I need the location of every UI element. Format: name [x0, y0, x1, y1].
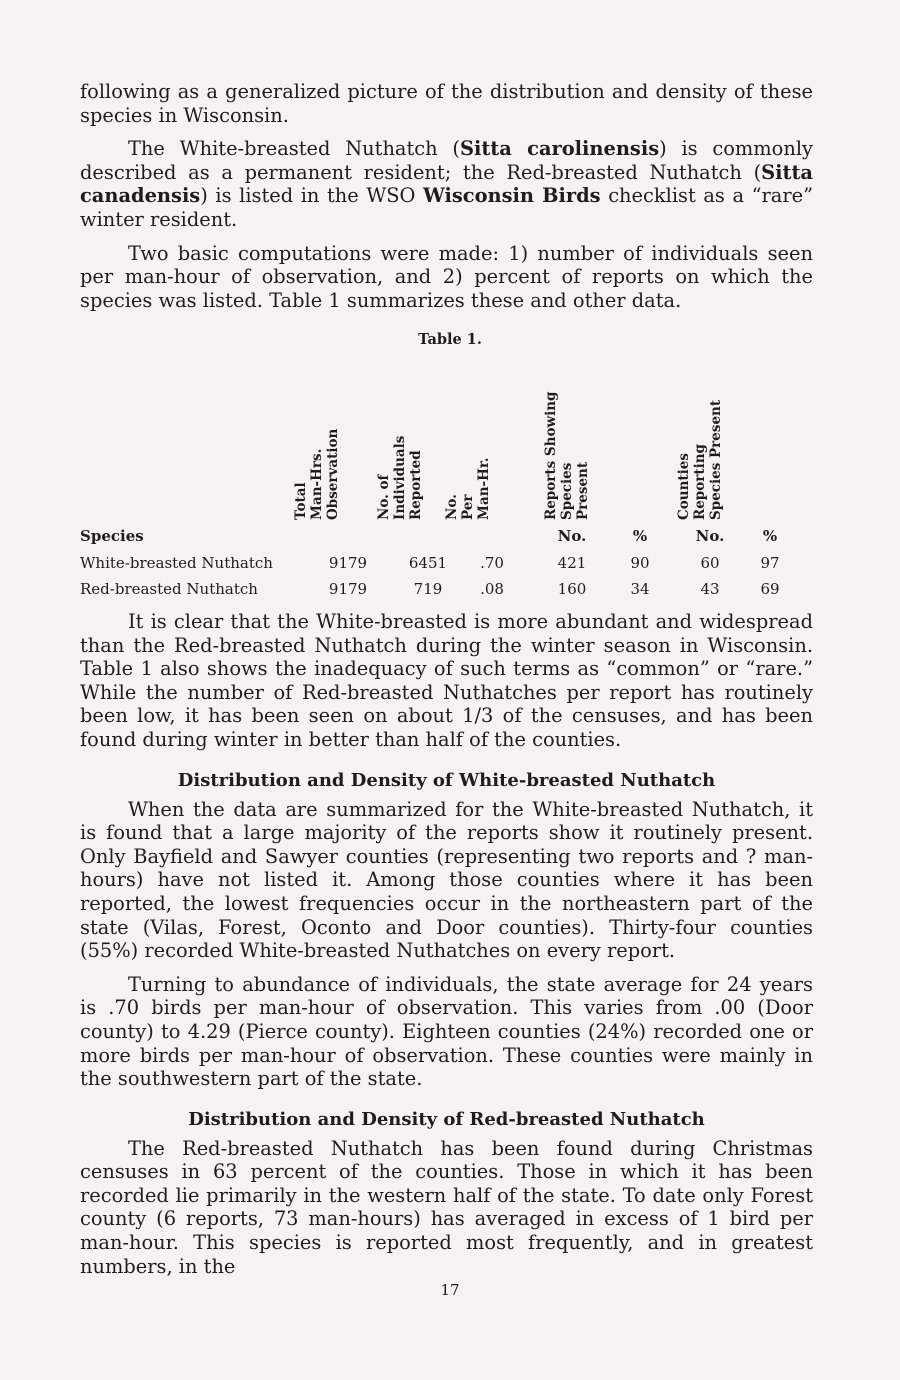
paragraph-comparison: It is clear that the White-breasted is more abundant and widespread than the Red-breasted Nuthatch during the winter season in Wisconsin. Table 1 also shows the inadequacy of such terms as “common” or “rare.” While the number of Red-breasted Nuthatches per report has routinely been low, it has been seen on about 1/3 of the censuses, and has been found during winter in better than half of the counties. — [80, 610, 813, 751]
header-line: Per — [460, 494, 476, 520]
row-counties-pct: 69 — [760, 580, 780, 598]
text-run: The White-breasted Nuthatch ( — [128, 137, 460, 161]
header-line: Reports Showing — [543, 391, 559, 520]
paragraph-continuation: following as a generalized picture of the distribution and density of these species in Wisconsin. — [80, 80, 813, 127]
scientific-name: Sitta carolinensis — [459, 137, 660, 161]
subheader-reports-no: No. — [557, 527, 587, 545]
header-line: Present — [575, 461, 591, 520]
scientific-name: Sitta canadensis — [80, 160, 813, 208]
row-species: Red-breasted Nuthatch — [80, 580, 258, 598]
header-line: Species — [559, 462, 575, 520]
row-counties-no: 43 — [700, 580, 720, 598]
row-individuals: 6451 — [408, 554, 448, 572]
species-column-label: Species — [80, 527, 144, 545]
header-line: Species Present — [708, 399, 724, 520]
section-heading-red-breasted: Distribution and Density of Red-breasted Nuthatch — [188, 1108, 705, 1130]
body-text-top — [80, 80, 813, 312]
paragraph-white-distribution: When the data are summarized for the White-breasted Nuthatch, it is found that a large majority of the reports show it routinely present. Only Bayfield and Sawyer counties (representing two reports and ? man-hours) have not listed it. Among those counties where it has been reported, the lowest frequencies occur in the northeastern part of the state (Vilas, Forest, Oconto and Door counties). Thirty-four counties (55%) recorded White-breasted Nuthatches on every report. — [80, 797, 813, 963]
row-total: 9179 — [328, 554, 368, 572]
col-header-individuals — [376, 436, 424, 520]
row-reports-pct: 90 — [630, 554, 650, 572]
section-heading-white-breasted: Distribution and Density of White-breasted Nuthatch — [177, 769, 716, 791]
table-header-area — [0, 360, 900, 520]
header-line: Man-Hr. — [476, 457, 492, 520]
header-line: No. — [444, 494, 460, 520]
row-per-manhour: .70 — [480, 554, 504, 572]
text-run: ) is commonly described as a permanent resident; the Red-breasted Nuthatch ( — [80, 137, 813, 184]
body-text-bottom — [80, 610, 813, 1278]
col-header-total-manhours — [293, 429, 341, 520]
row-individuals: 719 — [413, 580, 443, 598]
row-counties-pct: 97 — [760, 554, 780, 572]
table-title: Table 1. — [418, 331, 482, 348]
row-reports-no: 421 — [557, 554, 587, 572]
paragraph-species-status — [80, 137, 813, 231]
subheader-counties-pct: % — [762, 527, 778, 545]
header-line: Counties — [676, 453, 692, 520]
row-total: 9179 — [328, 580, 368, 598]
paragraph-computations: Two basic computations were made: 1) number of individuals seen per man-hour of observation, and 2) percent of reports on which the species was listed. Table 1 summarizes these and other data. — [80, 241, 813, 312]
page-number: 17 — [440, 1281, 460, 1299]
header-line: Man-Hrs. — [309, 448, 325, 520]
row-species: White-breasted Nuthatch — [80, 554, 273, 572]
subheader-counties-no: No. — [695, 527, 725, 545]
col-header-counties-reporting — [676, 400, 724, 520]
header-line: No. of — [376, 474, 392, 520]
text-run: ) is listed in the WSO — [200, 184, 424, 208]
text-run: checklist as a “rare” winter resident. — [80, 184, 813, 231]
subheader-reports-pct: % — [632, 527, 648, 545]
header-line: Individuals — [392, 435, 408, 520]
col-header-reports-showing — [543, 392, 591, 520]
paragraph-white-abundance: Turning to abundance of individuals, the state average for 24 years is .70 birds per man-hour of observation. This varies from .00 (Door county) to 4.29 (Pierce county). Eighteen counties (24%) recorded one or more birds per man-hour of observation. These counties were mainly in the southwestern part of the state. — [80, 972, 813, 1091]
row-counties-no: 60 — [700, 554, 720, 572]
row-reports-no: 160 — [557, 580, 587, 598]
header-line: Observation — [325, 428, 341, 520]
col-header-per-manhour — [444, 458, 492, 520]
paragraph-red-distribution: The Red-breasted Nuthatch has been found during Christmas censuses in 63 percent of the counties. Those in which it has been recorded lie primarily in the western half of the state. To date only Forest county (6 reports, 73 man-hours) has averaged in excess of 1 bird per man-hour. This species is reported most frequently, and in greatest numbers, in the — [80, 1136, 813, 1278]
row-per-manhour: .08 — [480, 580, 504, 598]
header-line: Total — [293, 482, 309, 520]
checklist-title: Wisconsin Birds — [423, 184, 601, 208]
header-line: Reporting — [692, 444, 708, 520]
header-line: Reported — [408, 450, 424, 520]
row-reports-pct: 34 — [630, 580, 650, 598]
